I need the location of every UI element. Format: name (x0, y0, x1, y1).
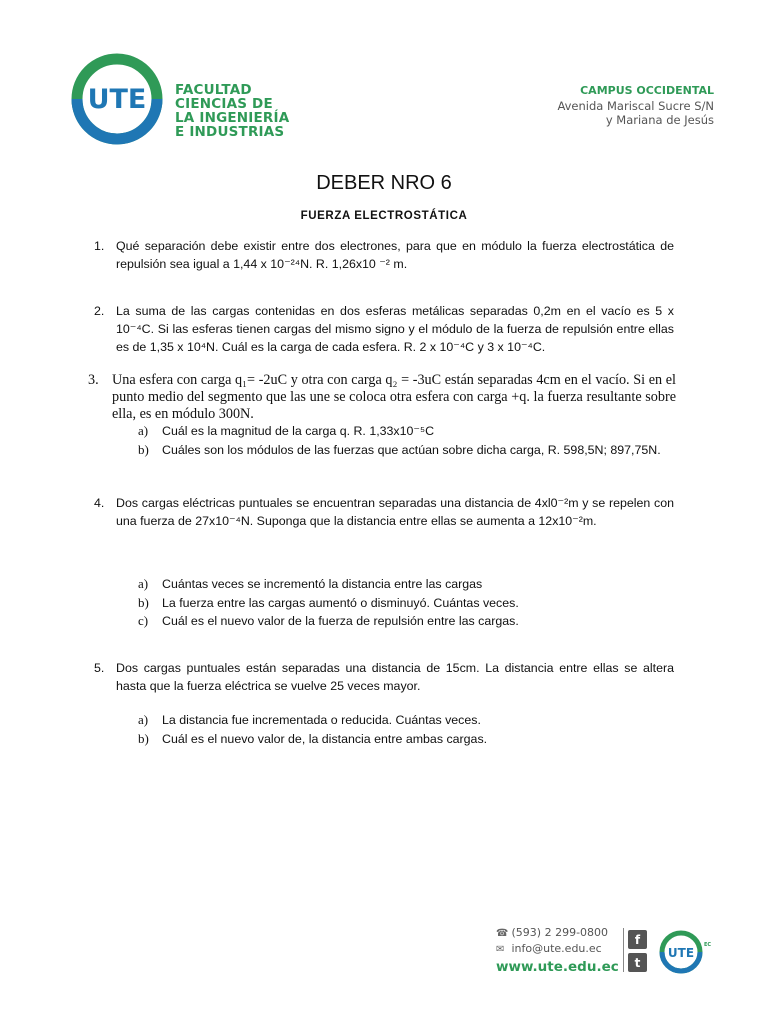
question-2 (94, 302, 674, 356)
phone-number: (593) 2 299-0800 (511, 926, 609, 939)
question-number: 2. (94, 304, 105, 318)
list-item (138, 612, 674, 631)
item-label: b) (138, 441, 149, 457)
item-text: Cuál es el nuevo valor de la fuerza de repulsión entre las cargas. (162, 614, 519, 628)
item-label: b) (138, 594, 149, 610)
ute-ec-logo (657, 928, 713, 976)
question-1 (94, 237, 674, 273)
question-number: 5. (94, 661, 105, 675)
question-5-items (138, 711, 674, 748)
phone-icon: ☎ (496, 928, 509, 939)
question-3-items (138, 422, 674, 459)
campus-address (557, 84, 714, 128)
faculty-line: CIENCIAS DE (175, 96, 273, 112)
campus-title: CAMPUS OCCIDENTAL (580, 84, 714, 97)
question-text: Dos cargas eléctricas puntuales se encuentran separadas una distancia de 4xl0⁻²m y se repelen con una fuerza de 27x10⁻⁴N. Suponga que la distancia entre ellas se aumenta a 12x10⁻²m. (116, 496, 674, 528)
question-number: 1. (94, 239, 105, 253)
item-label: c) (138, 613, 149, 628)
question-text: Qué separación debe existir entre dos electrones, para que en módulo la fuerza electrostática de repulsión sea igual a 1,44 x 10⁻²⁴N. R. 1,26x10 ⁻² m. (116, 239, 674, 271)
item-label: a) (138, 712, 149, 727)
faculty-line: FACULTAD (175, 82, 252, 98)
list-item (138, 711, 674, 730)
question-4 (94, 494, 674, 530)
website-link[interactable]: www.ute.edu.ec (496, 959, 619, 975)
item-text: Cuántas veces se incrementó la distancia entre las cargas (162, 577, 483, 591)
footer-logo-suffix: EC (704, 942, 712, 948)
facebook-icon[interactable]: f (628, 930, 647, 949)
item-label: a) (138, 576, 149, 591)
ute-logo (70, 52, 164, 146)
list-item (138, 730, 674, 749)
question-4-items (138, 575, 674, 631)
item-label: a) (138, 423, 149, 438)
footer-divider (623, 928, 624, 972)
question-text: Dos cargas puntuales están separadas una distancia de 15cm. La distancia entre ellas se altera hasta que la fuerza eléctrica se vuelve 25 veces mayor. (116, 661, 674, 693)
twitter-icon[interactable]: t (628, 953, 647, 972)
faculty-name (175, 83, 289, 139)
footer-logo-text: UTE (667, 946, 695, 960)
phone-row (496, 926, 616, 942)
item-text: Cuál es el nuevo valor de, la distancia entre ambas cargas. (162, 731, 488, 746)
question-3 (88, 372, 676, 423)
list-item (138, 441, 674, 460)
item-text: Cuál es la magnitud de la carga q. R. 1,33x10⁻⁵C (162, 424, 435, 438)
item-text: La fuerza entre las cargas aumentó o disminuyó. Cuántas veces. (162, 595, 519, 610)
question-text: Una esfera con carga q₁= -2uC y otra con carga q₂ = -3uC están separadas 4cm en el vacío. Si en el punto medio del segmento que las une se coloca otra esfera con carga +q. la fuerza resultante sobre ella, es en módulo 300N. (112, 372, 676, 422)
question-number: 3. (88, 372, 99, 388)
footer-contacts (496, 926, 619, 975)
item-text: La distancia fue incrementada o reducida. Cuántas veces. (162, 713, 481, 727)
faculty-line: LA INGENIERÍA (175, 110, 290, 126)
page-subtitle: FUERZA ELECTROSTÁTICA (300, 210, 468, 222)
question-number: 4. (94, 496, 105, 510)
email-row[interactable] (496, 942, 616, 958)
campus-address-line: Avenida Mariscal Sucre S/N (557, 98, 714, 113)
question-5 (94, 659, 674, 695)
logo-text: UTE (87, 84, 147, 115)
page-title: DEBER NRO 6 (316, 172, 452, 194)
list-item (138, 422, 674, 441)
item-label: b) (138, 730, 149, 746)
list-item (138, 594, 674, 613)
email-link[interactable]: info@ute.edu.ec (511, 942, 602, 955)
item-text: Cuáles son los módulos de las fuerzas que actúan sobre dicha carga, R. 598,5N; 897,75N. (162, 442, 661, 457)
faculty-line: E INDUSTRIAS (175, 124, 285, 140)
list-item (138, 575, 674, 594)
question-text: La suma de las cargas contenidas en dos esferas metálicas separadas 0,2m en el vacío es 5 x 10⁻⁴C. Si las esferas tienen cargas del mismo signo y el módulo de la fuerza de repulsión entre ellas es de 1,35 x 10⁴N. Cuál es la carga de cada esfera. R. 2 x 10⁻⁴C y 3 x 10⁻⁴C. (116, 304, 674, 354)
campus-address-line: y Mariana de Jesús (605, 113, 714, 127)
email-icon: ✉ (496, 944, 505, 955)
